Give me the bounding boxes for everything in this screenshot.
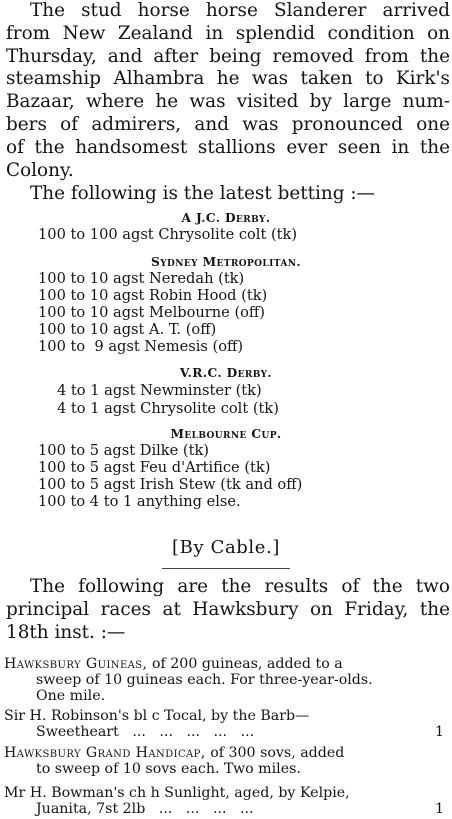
text-line: from New Zealand in splendid condition on: [6, 22, 450, 44]
betting-line: 100 to 9 agst Nemesis (off): [38, 338, 244, 355]
race-hawksbury-grand-handicap: [4, 745, 450, 777]
text-line: The following are the results of the two: [30, 576, 450, 597]
text-line: Colony.: [6, 159, 74, 181]
text-line: of the handsomest stallions ever seen in the: [6, 136, 450, 158]
betting-line: 100 to 10 agst Robin Hood (tk): [38, 287, 268, 304]
betting-heading-vrc-derby: V.R.C. Derby.: [179, 366, 273, 380]
betting-line: 100 to 10 agst Neredah (tk): [38, 270, 245, 287]
betting-line: 100 to 5 agst Feu d'Artifice (tk): [38, 459, 271, 476]
text-line: bers of admirers, and was pronounced one: [6, 113, 450, 135]
betting-line: 100 to 5 agst Irish Stew (tk and off): [38, 476, 303, 493]
betting-line: 100 to 4 to 1 anything else.: [38, 493, 241, 510]
betting-heading-melbourne-cup: Melbourne Cup.: [170, 427, 282, 441]
text-line: principal races at Hawksbury on Friday, the: [6, 598, 450, 620]
betting-line: 100 to 5 agst Dilke (tk): [38, 442, 209, 459]
betting-line: 4 to 1 agst Chrysolite colt (tk): [57, 400, 279, 417]
text-line: steamship Alhambra he was taken to Kirk's: [6, 68, 450, 90]
race-placing: [4, 708, 450, 740]
betting-intro: [6, 183, 450, 206]
placing-horse: Sir H. Robinson's bl c Tocal, by the Barb—: [4, 708, 310, 724]
betting-line: 4 to 1 agst Newminster (tk): [57, 382, 262, 399]
divider: [162, 568, 290, 569]
text-line: Bazaar, where he was visited by large num-: [6, 91, 450, 113]
race-conditions: of 300 sovs, added: [205, 745, 345, 761]
betting-heading-ajc-derby: A J.C. Derby.: [181, 211, 271, 225]
betting-line: 100 to 100 agst Chrysolite colt (tk): [38, 226, 298, 243]
race-conditions: of 200 guineas, added to a: [147, 656, 343, 672]
race-conditions: sweep of 10 guineas each. For three-year-olds.: [36, 672, 373, 689]
race-name: Hawksbury Guineas,: [4, 656, 148, 672]
race-placing: [4, 785, 450, 817]
text-line: The stud horse horse Slanderer arrived: [30, 0, 450, 21]
race-conditions: to sweep of 10 sovs each. Two miles.: [36, 761, 301, 778]
paragraph-slanderer: [6, 0, 450, 182]
race-name: Hawksbury Grand Handicap,: [4, 745, 206, 761]
betting-line: 100 to 10 agst A. T. (off): [38, 321, 217, 338]
text-line: 18th inst. :—: [6, 621, 126, 643]
placing-horse: Juanita, 7st 2lb ... ... ... ...: [36, 801, 254, 818]
placing-number: 1: [434, 724, 444, 741]
section-heading-by-cable: [By Cable.]: [172, 537, 280, 558]
text-line: The following is the latest betting :—: [30, 183, 375, 204]
placing-horse: Sweetheart ... ... ... ... ...: [36, 724, 255, 741]
race-conditions: One mile.: [36, 688, 106, 705]
betting-line: 100 to 10 agst Melbourne (off): [38, 304, 265, 321]
placing-horse: Mr H. Bowman's ch h Sunlight, aged, by Kelpie,: [4, 785, 350, 801]
text-line: Thursday, and after being removed from the: [6, 45, 450, 67]
paragraph-hawksbury-results: [6, 576, 450, 644]
race-hawksbury-guineas: [4, 656, 450, 705]
placing-number: 1: [434, 801, 444, 818]
betting-heading-sydney-metropolitan: Sydney Metropolitan.: [151, 255, 301, 269]
